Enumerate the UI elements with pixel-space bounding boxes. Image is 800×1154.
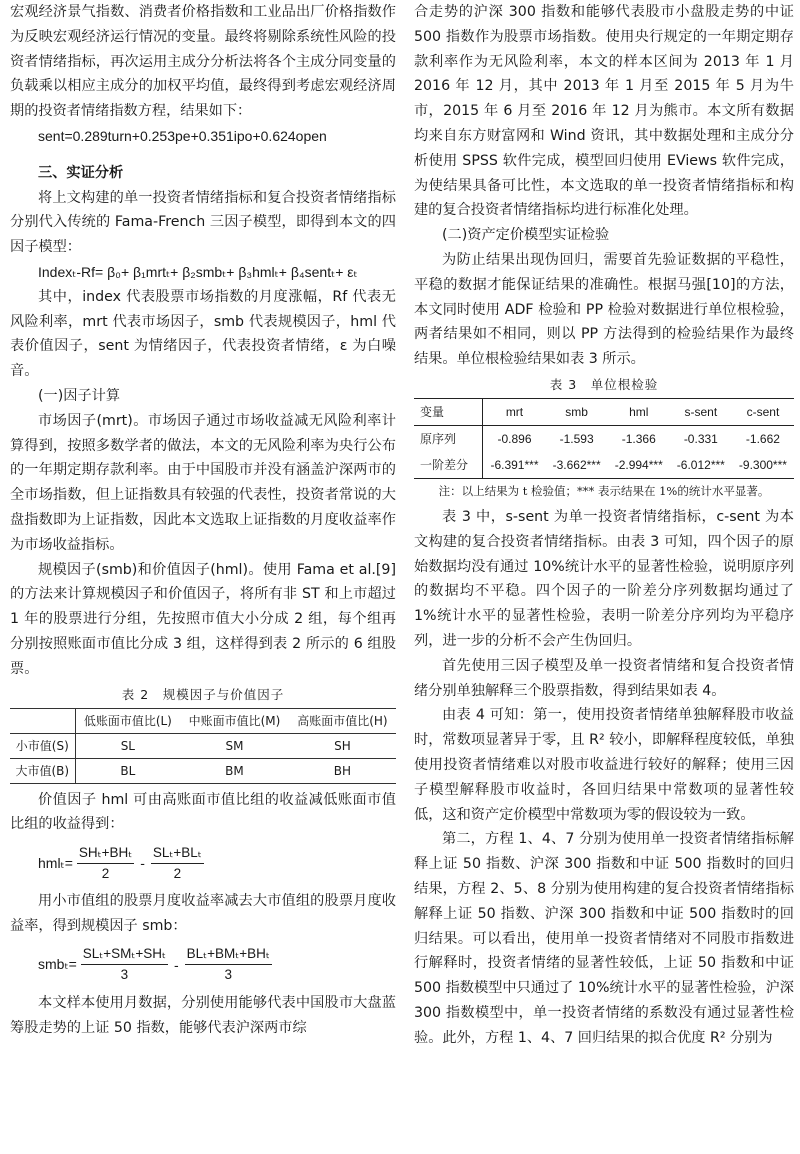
- table-header: 变量: [414, 398, 483, 425]
- numerator: BLₜ+BMₜ+BHₜ: [185, 944, 272, 965]
- table-cell: -1.662: [745, 431, 780, 446]
- table-cell: -6.391***: [483, 452, 546, 479]
- table-cell: SH: [289, 733, 396, 758]
- numerator: SLₜ+SMₜ+SHₜ: [81, 944, 168, 965]
- section-heading: 三、实证分析: [38, 164, 124, 181]
- fraction: [151, 843, 204, 884]
- table-header: 中账面市值比(M): [180, 708, 289, 733]
- table-header: [10, 708, 75, 733]
- table-2: [10, 708, 396, 784]
- paragraph: 价值因子 hml 可由高账面市值比组的收益减低账面市值比组的收益得到：: [10, 791, 396, 833]
- table-cell: 小市值(S): [10, 733, 75, 758]
- sentiment-equation: sent=0.289turn+0.253pe+0.351ipo+0.624open: [38, 127, 327, 144]
- table-cell: -9.300***: [732, 452, 794, 479]
- denominator: 2: [101, 865, 110, 881]
- table-cell: -1.366: [621, 431, 656, 446]
- table-header: hml: [608, 398, 670, 425]
- table-row: [10, 733, 396, 758]
- table-row: [414, 425, 794, 452]
- table-cell: -3.662***: [546, 452, 608, 479]
- table-header: mrt: [483, 398, 546, 425]
- equation-lhs: hmlₜ=: [38, 854, 73, 871]
- table-cell: -0.896: [497, 431, 532, 446]
- table-cell: 大市值(B): [10, 758, 75, 783]
- fraction: [77, 843, 134, 884]
- paragraph: 第二，方程 1、4、7 分别为使用单一投资者情绪指标解释上证 50 指数、沪深 300 指数和中证 500 指数时的回归结果，方程 2、5、8 分别为使用构建的复合投资者情绪指标解释上证 50 指数、沪深 300 指数和中证 500 指数时的回归结果。可以看出，使用单一投资者情绪对不同股市指数进行解释时，投资者情绪的显著性较低，上证 50 指数和中证 500 指数模型中只通过了 10%统计水平的显著性检验，沪深 300 指数模型中，单一投资者情绪的系数没有通过显著性检验。此外，方程 1、4、7 回归结果的拟合优度 R² 分别为: [414, 831, 794, 1046]
- denominator: 3: [224, 967, 233, 983]
- denominator: 3: [120, 967, 129, 983]
- table-cell: BM: [180, 758, 289, 783]
- minus-sign: -: [140, 855, 145, 872]
- table-cell: -0.331: [683, 431, 718, 446]
- table-note: 注：以上结果为 t 检验值；*** 表示结果在 1%的统计水平显著。: [438, 483, 770, 498]
- table-cell: SM: [180, 733, 289, 758]
- model-equation: Indexₜ-Rf= β₀+ β₁mrtₜ+ β₂smbₜ+ β₃hmlₜ+ β₄sentₜ+ εₜ: [38, 263, 358, 280]
- table-header: c-sent: [732, 398, 794, 425]
- table-row: [10, 758, 396, 783]
- paragraph: 合走势的沪深 300 指数和能够代表股市小盘股走势的中证 500 指数作为股票市场指数。使用央行规定的一年期定期存款利率作为无风险利率，本文的样本区间为 2013 年 1 月 2016 年 12 月，其中 2013 年 1 月至 2015 年 5 月为牛市，2015 年 6 月至 2016 年 12 月为熊市。本文所有数据均来自东方财富网和 Wind 资讯，其中数据处理和主成分分析使用 SPSS 软件完成，模型回归使用 EViews 软件完成，为使结果具备可比性，本文选取的单一投资者情绪指标和构建的复合投资者情绪指标均进行标准化处理。: [414, 4, 794, 219]
- table-cell: SL: [75, 733, 180, 758]
- subsection-heading: (一)因子计算: [38, 387, 121, 404]
- paragraph: 本文样本使用月数据，分别使用能够代表中国股市大盘蓝筹股走势的上证 50 指数，能够代表沪深两市综: [10, 994, 396, 1036]
- table-header: s-sent: [670, 398, 732, 425]
- fraction: [185, 944, 272, 985]
- table-cell: 原序列: [414, 425, 483, 452]
- paragraph: 规模因子(smb)和价值因子(hml)。使用 Fama et al.[9] 的方法来计算规模因子和价值因子，将所有非 ST 和上市超过 1 年的股票进行分组，先按照市值大小分成 2 组，每个组再分别按照账面市值比分成 3 组，这样得到表 2 所示的 6 组股票。: [10, 561, 396, 677]
- paragraph: 用小市值组的股票月度收益率减去大市值组的股票月度收益率，得到规模因子 smb：: [10, 893, 396, 934]
- equation-lhs: smbₜ=: [38, 956, 77, 973]
- table-header: smb: [546, 398, 608, 425]
- table-header: 高账面市值比(H): [289, 708, 396, 733]
- paragraph: 市场因子(mrt)。市场因子通过市场收益减无风险利率计算得到，按照多数学者的做法，本文的无风险利率为央行公布的一年期定期存款利率。由于中国股市并没有涵盖沪深两市的全市场指数，但上证指数具有较强的代表性，投资者常说的大盘指数即为上证指数，因此本文选取上证指数的月度收益率作为市场收益指标。: [10, 412, 396, 553]
- table-cell: -6.012***: [670, 452, 732, 479]
- fraction: [81, 944, 168, 985]
- table-cell: -1.593: [559, 431, 594, 446]
- table-cell: BL: [75, 758, 180, 783]
- right-column: [414, 0, 794, 1050]
- denominator: 2: [173, 865, 182, 881]
- table-row: [414, 452, 794, 479]
- table-cell: BH: [289, 758, 396, 783]
- paragraph: 由表 4 可知：第一，使用投资者情绪单独解释股市收益时，常数项显著异于零，且 R² 较小，即解释程度较低，单独使用投资者情绪难以对股市收益进行较好的解释；使用三因子模型解释股市收益时，各回归结果中常数项的显著性较低，这和资产定价模型中常数项为零的假设较为一致。: [414, 707, 794, 823]
- table-cell: 一阶差分: [414, 452, 483, 479]
- left-column: [10, 0, 396, 1040]
- hml-equation: [10, 837, 396, 889]
- numerator: SLₜ+BLₜ: [151, 843, 204, 864]
- subsection-heading: (二)资产定价模型实证检验: [442, 227, 610, 244]
- table-3: [414, 398, 794, 479]
- paragraph: 宏观经济景气指数、消费者价格指数和工业品出厂价格指数作为反映宏观经济运行情况的变量。最终将剔除系统性风险的投资者情绪指标，再次运用主成分分析法将各个主成分同变量的负载乘以相应主成分的加权平均值，最终得到考虑宏观经济周期的投资者情绪指数方程，结果如下：: [10, 4, 396, 120]
- smb-equation: [10, 939, 396, 991]
- numerator: SHₜ+BHₜ: [77, 843, 134, 864]
- minus-sign: -: [174, 956, 179, 973]
- table-caption: 表 2 规模因子与价值因子: [121, 686, 285, 702]
- table-cell: -2.994***: [608, 452, 670, 479]
- paragraph: 表 3 中，s-sent 为单一投资者情绪指标，c-sent 为本文构建的复合投资者情绪指标。由表 3 可知，四个因子的原始数据均没有通过 10%统计水平的显著性检验，说明原序列的数据均不平稳。四个因子的一阶差分序列数据均通过了 1%统计水平的显著性检验，表明一阶差分序列均为平稳序列，进一步的分析不会产生伪回归。: [414, 508, 794, 649]
- paragraph: 将上文构建的单一投资者情绪指标和复合投资者情绪指标分别代入传统的 Fama-French 三因子模型，即得到本文的四因子模型：: [10, 189, 396, 256]
- table-header: 低账面市值比(L): [75, 708, 180, 733]
- paragraph: 首先使用三因子模型及单一投资者情绪和复合投资者情绪分别单独解释三个股票指数，得到结果如表 4。: [414, 657, 794, 699]
- table-caption: 表 3 单位根检验: [549, 376, 659, 392]
- paragraph: 为防止结果出现伪回归，需要首先验证数据的平稳性，平稳的数据才能保证结果的准确性。根据马强[10]的方法，本文同时使用 ADF 检验和 PP 检验对数据进行单位根检验，两者结果如不相同，则以 PP 方法得到的检验结果作为最终结果。单位根检验结果如表 3 所示。: [414, 251, 794, 368]
- paragraph: 其中，index 代表股票市场指数的月度涨幅，Rf 代表无风险利率，mrt 代表市场因子，smb 代表规模因子，hml 代表价值因子，sent 为情绪因子，代表投资者情绪，ε 为白噪音。: [10, 288, 396, 380]
